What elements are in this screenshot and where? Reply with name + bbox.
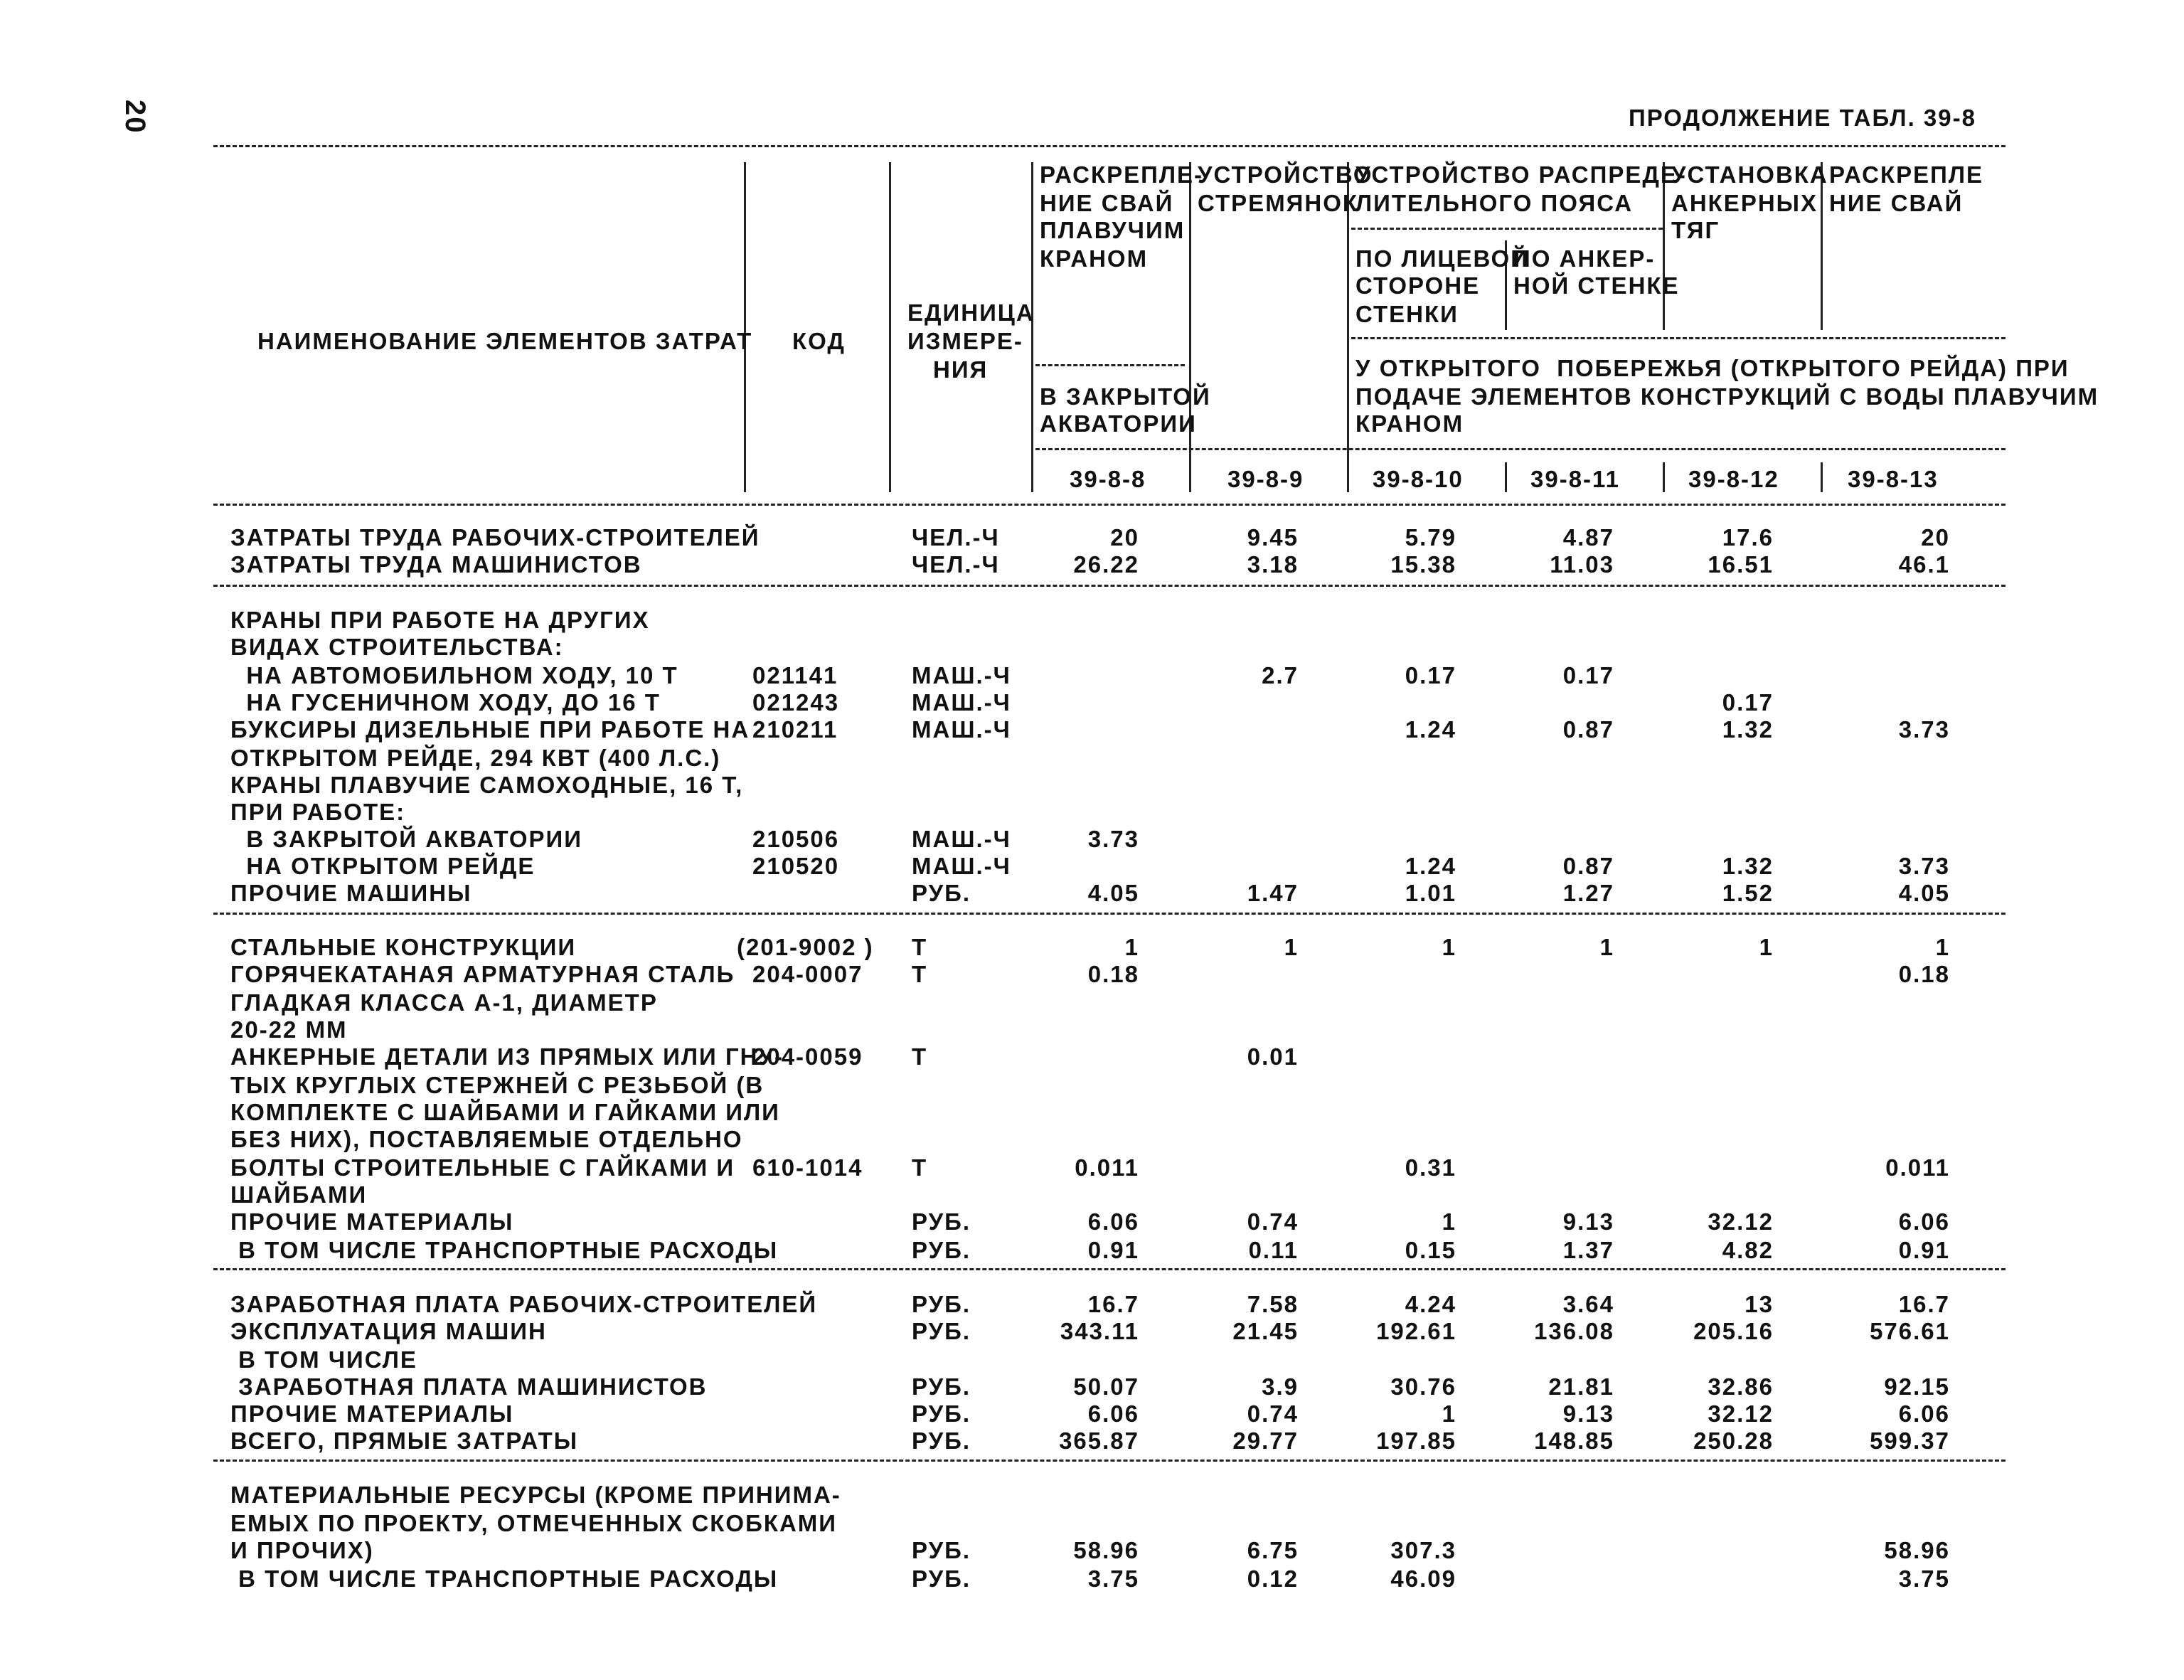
- row-name: ГОРЯЧЕКАТАНАЯ АРМАТУРНАЯ СТАЛЬ: [230, 961, 735, 987]
- section-sep-3: [213, 1268, 2005, 1270]
- code-39-8-12: 39-8-12: [1688, 466, 1779, 492]
- row-value: 1: [1599, 934, 1614, 960]
- row-value: 6.06: [1087, 1400, 1139, 1427]
- row-unit: РУБ.: [912, 1237, 971, 1263]
- row-value: 6.06: [1898, 1400, 1950, 1427]
- col-unit-header-2: ИЗМЕРЕ-: [907, 328, 1023, 354]
- c1-header-4: КРАНОМ: [1040, 245, 1149, 272]
- c4-header-2: НОЙ СТЕНКЕ: [1513, 272, 1680, 299]
- section-sep-1: [213, 585, 2005, 587]
- row-value: 4.05: [1087, 880, 1139, 906]
- row-name: КРАНЫ ПРИ РАБОТЕ НА ДРУГИХ: [230, 607, 650, 633]
- row-unit: ЧЕЛ.-Ч: [912, 524, 1000, 551]
- row-value: 3.73: [1898, 716, 1950, 743]
- row-value: 20: [1110, 524, 1139, 551]
- row-value: 50.07: [1073, 1373, 1139, 1400]
- row-value: 1.32: [1722, 853, 1774, 879]
- code-sep-3: [1663, 462, 1665, 492]
- code-sep-2: [1505, 462, 1507, 492]
- c34-sub-line: [1351, 228, 1663, 230]
- header-bottom-line: [213, 504, 2005, 506]
- row-unit: РУБ.: [912, 1428, 971, 1454]
- row-name: ПРОЧИЕ МАШИНЫ: [230, 880, 472, 906]
- row-name: В ТОМ ЧИСЛЕ: [230, 1346, 417, 1373]
- row-value: 3.64: [1562, 1291, 1614, 1317]
- row-code: 021243: [752, 689, 840, 716]
- row-name: ГЛАДКАЯ КЛАССА А-1, ДИАМЕТР: [230, 989, 658, 1016]
- row-value: 136.08: [1534, 1318, 1614, 1344]
- row-unit: МАШ.-Ч: [912, 689, 1011, 716]
- row-value: 1.24: [1405, 853, 1456, 879]
- row-value: 0.87: [1562, 853, 1614, 879]
- code-sep-1: [1189, 462, 1191, 492]
- row-unit: РУБ.: [912, 1400, 971, 1427]
- row-value: 307.3: [1390, 1537, 1456, 1563]
- row-value: 17.6: [1722, 524, 1774, 551]
- row-code: 210506: [752, 826, 840, 852]
- col-unit-header-1: ЕДИНИЦА: [907, 299, 1035, 326]
- row-value: 0.17: [1405, 662, 1456, 689]
- row-value: 9.13: [1562, 1208, 1614, 1235]
- row-value: 92.15: [1884, 1373, 1950, 1400]
- row-value: 148.85: [1534, 1428, 1614, 1454]
- c6-header-2: НИЕ СВАЙ: [1829, 190, 1964, 216]
- row-value: 1: [1442, 1400, 1456, 1427]
- row-name: ТЫХ КРУГЛЫХ СТЕРЖНЕЙ С РЕЗЬБОЙ (В: [230, 1072, 765, 1098]
- row-value: 192.61: [1376, 1318, 1456, 1344]
- code-39-8-9: 39-8-9: [1227, 466, 1304, 492]
- c1-header-3: ПЛАВУЧИМ: [1040, 217, 1186, 243]
- header-top-line: [213, 145, 2005, 147]
- row-value: 365.87: [1059, 1428, 1139, 1454]
- section-sep-2: [213, 913, 2005, 915]
- row-value: 0.18: [1898, 961, 1950, 987]
- row-name: ПРОЧИЕ МАТЕРИАЛЫ: [230, 1208, 514, 1235]
- c2-header-2: СТРЕМЯНОК: [1198, 190, 1359, 216]
- table-title: ПРОДОЛЖЕНИЕ ТАБЛ. 39-8: [1629, 105, 1976, 131]
- row-value: 0.11: [1248, 1237, 1299, 1263]
- row-value: 58.96: [1073, 1537, 1139, 1563]
- row-name: 20-22 ММ: [230, 1016, 348, 1043]
- row-code: 021141: [752, 662, 838, 689]
- row-value: 3.73: [1087, 826, 1139, 852]
- row-value: 1.47: [1247, 880, 1299, 906]
- row-value: 1.27: [1562, 880, 1614, 906]
- row-name: НА ОТКРЫТОМ РЕЙДЕ: [230, 853, 536, 879]
- col-sep-2: [889, 162, 891, 492]
- row-name: ЭКСПЛУАТАЦИЯ МАШИН: [230, 1318, 547, 1344]
- row-unit: МАШ.-Ч: [912, 716, 1011, 743]
- row-unit: Т: [912, 934, 928, 960]
- row-value: 343.11: [1060, 1318, 1139, 1344]
- row-value: 0.17: [1722, 689, 1774, 716]
- col-name-header: НАИМЕНОВАНИЕ ЭЛЕМЕНТОВ ЗАТРАТ: [257, 328, 753, 354]
- row-value: 1: [1759, 934, 1774, 960]
- row-value: 32.12: [1708, 1400, 1774, 1427]
- row-unit: РУБ.: [912, 1208, 971, 1235]
- col-unit-header-3: НИЯ: [933, 356, 989, 383]
- row-value: 46.09: [1390, 1565, 1456, 1592]
- code-39-8-8: 39-8-8: [1070, 466, 1146, 492]
- row-unit: МАШ.-Ч: [912, 662, 1011, 689]
- row-code: 210520: [752, 853, 840, 879]
- col-code-header: КОД: [792, 328, 846, 354]
- row-code: 210211: [752, 716, 838, 743]
- row-value: 21.81: [1548, 1373, 1614, 1400]
- row-unit: РУБ.: [912, 1537, 971, 1563]
- row-value: 0.18: [1087, 961, 1139, 987]
- col-sep-3: [1031, 162, 1033, 492]
- row-code: 204-0059: [752, 1043, 863, 1070]
- row-code: 610-1014: [752, 1154, 863, 1181]
- row-value: 0.91: [1898, 1237, 1950, 1263]
- row-name: В ЗАКРЫТОЙ АКВАТОРИИ: [230, 826, 582, 852]
- row-value: 21.45: [1232, 1318, 1299, 1344]
- row-name: БОЛТЫ СТРОИТЕЛЬНЫЕ С ГАЙКАМИ И: [230, 1154, 735, 1181]
- row-name: И ПРОЧИХ): [230, 1537, 374, 1563]
- c5-header-3: ТЯГ: [1671, 217, 1720, 243]
- row-unit: МАШ.-Ч: [912, 826, 1011, 852]
- row-unit: РУБ.: [912, 1291, 971, 1317]
- row-value: 58.96: [1884, 1537, 1950, 1563]
- row-value: 16.7: [1087, 1291, 1139, 1317]
- row-value: 4.24: [1405, 1291, 1456, 1317]
- row-value: 16.51: [1708, 551, 1774, 578]
- row-unit: РУБ.: [912, 1565, 971, 1592]
- row-value: 7.58: [1247, 1291, 1299, 1317]
- c3-header-1: ПО ЛИЦЕВОЙ: [1355, 245, 1529, 272]
- page-number: 20: [119, 100, 151, 134]
- c4-header-1: ПО АНКЕР-: [1513, 245, 1656, 272]
- row-value: 4.82: [1722, 1237, 1774, 1263]
- row-value: 1: [1124, 934, 1139, 960]
- row-value: 20: [1921, 524, 1950, 551]
- row-name: ВИДАХ СТРОИТЕЛЬСТВА:: [230, 634, 564, 660]
- note-top-line: [1351, 337, 2005, 339]
- span-note-3: КРАНОМ: [1355, 410, 1464, 437]
- row-value: 0.15: [1405, 1237, 1456, 1263]
- row-name: ЗАТРАТЫ ТРУДА МАШИНИСТОВ: [230, 551, 642, 578]
- row-name: ПРИ РАБОТЕ:: [230, 799, 406, 825]
- row-value: 30.76: [1390, 1373, 1456, 1400]
- row-name: ЕМЫХ ПО ПРОЕКТУ, ОТМЕЧЕННЫХ СКОБКАМИ: [230, 1510, 837, 1536]
- row-value: 29.77: [1232, 1428, 1299, 1454]
- row-name: МАТЕРИАЛЬНЫЕ РЕСУРСЫ (КРОМЕ ПРИНИМА-: [230, 1482, 841, 1508]
- c3-header-2: СТОРОНЕ: [1355, 272, 1481, 299]
- c1-sub-2: АКВАТОРИИ: [1040, 410, 1197, 437]
- row-value: 32.86: [1708, 1373, 1774, 1400]
- row-value: 6.06: [1087, 1208, 1139, 1235]
- row-value: 3.75: [1087, 1565, 1139, 1592]
- row-value: 0.011: [1885, 1154, 1950, 1181]
- row-name: ПРОЧИЕ МАТЕРИАЛЫ: [230, 1400, 514, 1427]
- row-value: 9.45: [1247, 524, 1299, 551]
- row-value: 3.75: [1898, 1565, 1950, 1592]
- row-value: 1: [1935, 934, 1950, 960]
- row-value: 0.17: [1562, 662, 1614, 689]
- row-value: 0.12: [1247, 1565, 1299, 1592]
- row-name: НА АВТОМОБИЛЬНОМ ХОДУ, 10 Т: [230, 662, 678, 689]
- row-name: ШАЙБАМИ: [230, 1181, 368, 1208]
- row-unit: РУБ.: [912, 1318, 971, 1344]
- row-code: (201-9002 ): [737, 934, 874, 960]
- c1-sub-1: В ЗАКРЫТОЙ: [1040, 383, 1211, 410]
- row-value: 6.06: [1898, 1208, 1950, 1235]
- row-value: 0.011: [1075, 1154, 1139, 1181]
- span-note-2: ПОДАЧЕ ЭЛЕМЕНТОВ КОНСТРУКЦИЙ С ВОДЫ ПЛАВУЧИМ: [1355, 383, 2099, 410]
- row-unit: Т: [912, 1154, 928, 1181]
- row-value: 4.05: [1898, 880, 1950, 906]
- row-unit: РУБ.: [912, 880, 971, 906]
- row-code: 204-0007: [752, 961, 863, 987]
- row-value: 0.87: [1562, 716, 1614, 743]
- row-value: 9.13: [1562, 1400, 1614, 1427]
- row-unit: Т: [912, 961, 928, 987]
- row-value: 3.73: [1898, 853, 1950, 879]
- row-value: 250.28: [1693, 1428, 1774, 1454]
- code-39-8-11: 39-8-11: [1530, 466, 1620, 492]
- row-value: 1: [1442, 1208, 1456, 1235]
- row-value: 1.24: [1405, 716, 1456, 743]
- row-unit: МАШ.-Ч: [912, 853, 1011, 879]
- c5-header-2: АНКЕРНЫХ: [1671, 190, 1818, 216]
- row-value: 0.74: [1247, 1208, 1299, 1235]
- row-value: 3.9: [1262, 1373, 1299, 1400]
- c5-header-1: УСТАНОВКА: [1671, 161, 1828, 188]
- row-unit: Т: [912, 1043, 928, 1070]
- section-sep-4: [213, 1460, 2005, 1462]
- c34-header-1: УСТРОЙСТВО РАСПРЕДЕ-: [1355, 161, 1687, 188]
- row-value: 1.01: [1405, 880, 1456, 906]
- row-value: 0.31: [1405, 1154, 1456, 1181]
- row-value: 3.18: [1247, 551, 1299, 578]
- c34-header-2: ЛИТЕЛЬНОГО ПОЯСА: [1355, 190, 1634, 216]
- c2-header-1: УСТРОЙСТВО: [1198, 161, 1373, 188]
- row-value: 1.52: [1722, 880, 1774, 906]
- row-value: 5.79: [1405, 524, 1456, 551]
- row-value: 16.7: [1898, 1291, 1950, 1317]
- row-name: СТАЛЬНЫЕ КОНСТРУКЦИИ: [230, 934, 577, 960]
- span-note-1: У ОТКРЫТОГО ПОБЕРЕЖЬЯ (ОТКРЫТОГО РЕЙДА) ПРИ: [1355, 355, 2070, 381]
- row-name: ЗАРАБОТНАЯ ПЛАТА РАБОЧИХ-СТРОИТЕЛЕЙ: [230, 1291, 818, 1317]
- row-name: ВСЕГО, ПРЯМЫЕ ЗАТРАТЫ: [230, 1428, 579, 1454]
- codes-top-line: [1035, 448, 2005, 450]
- row-value: 599.37: [1870, 1428, 1950, 1454]
- row-name: ЗАТРАТЫ ТРУДА РАБОЧИХ-СТРОИТЕЛЕЙ: [230, 524, 760, 551]
- code-39-8-10: 39-8-10: [1373, 466, 1464, 492]
- row-value: 1.32: [1722, 716, 1774, 743]
- c1-header-2: НИЕ СВАЙ: [1040, 190, 1174, 216]
- row-name: НА ГУСЕНИЧНОМ ХОДУ, ДО 16 Т: [230, 689, 661, 716]
- row-name: КОМПЛЕКТЕ С ШАЙБАМИ И ГАЙКАМИ ИЛИ: [230, 1099, 780, 1125]
- row-value: 13: [1744, 1291, 1774, 1317]
- row-unit: РУБ.: [912, 1373, 971, 1400]
- row-name: В ТОМ ЧИСЛЕ ТРАНСПОРТНЫЕ РАСХОДЫ: [230, 1565, 779, 1592]
- code-39-8-13: 39-8-13: [1848, 466, 1939, 492]
- row-value: 0.91: [1087, 1237, 1139, 1263]
- code-sep-4: [1821, 462, 1823, 492]
- c6-header-1: РАСКРЕПЛЕ: [1829, 161, 1983, 188]
- row-value: 0.01: [1247, 1043, 1299, 1070]
- row-value: 32.12: [1708, 1208, 1774, 1235]
- row-value: 15.38: [1390, 551, 1456, 578]
- row-value: 1: [1442, 934, 1456, 960]
- row-value: 1: [1284, 934, 1299, 960]
- row-value: 6.75: [1247, 1537, 1299, 1563]
- row-value: 576.61: [1870, 1318, 1950, 1344]
- row-value: 4.87: [1562, 524, 1614, 551]
- row-name: БУКСИРЫ ДИЗЕЛЬНЫЕ ПРИ РАБОТЕ НА: [230, 716, 750, 743]
- row-value: 26.22: [1073, 551, 1139, 578]
- col-sep-4: [1189, 162, 1191, 492]
- row-value: 11.03: [1550, 551, 1614, 578]
- row-value: 2.7: [1262, 662, 1299, 689]
- row-value: 46.1: [1898, 551, 1950, 578]
- row-name: АНКЕРНЫЕ ДЕТАЛИ ИЗ ПРЯМЫХ ИЛИ ГНУ-: [230, 1043, 784, 1070]
- row-value: 1.37: [1562, 1237, 1614, 1263]
- c3-header-3: СТЕНКИ: [1355, 301, 1459, 327]
- row-name: КРАНЫ ПЛАВУЧИЕ САМОХОДНЫЕ, 16 Т,: [230, 772, 744, 798]
- c1-header-1: РАСКРЕПЛЕ-: [1040, 161, 1203, 188]
- row-name: БЕЗ НИХ), ПОСТАВЛЯЕМЫЕ ОТДЕЛЬНО: [230, 1126, 743, 1152]
- row-value: 205.16: [1693, 1318, 1774, 1344]
- row-unit: ЧЕЛ.-Ч: [912, 551, 1000, 578]
- row-value: 197.85: [1376, 1428, 1456, 1454]
- c1-sub-line: [1035, 364, 1185, 366]
- row-value: 0.74: [1247, 1400, 1299, 1427]
- row-name: ОТКРЫТОМ РЕЙДЕ, 294 КВТ (400 Л.С.): [230, 745, 721, 771]
- row-name: В ТОМ ЧИСЛЕ ТРАНСПОРТНЫЕ РАСХОДЫ: [230, 1237, 779, 1263]
- row-name: ЗАРАБОТНАЯ ПЛАТА МАШИНИСТОВ: [230, 1373, 708, 1400]
